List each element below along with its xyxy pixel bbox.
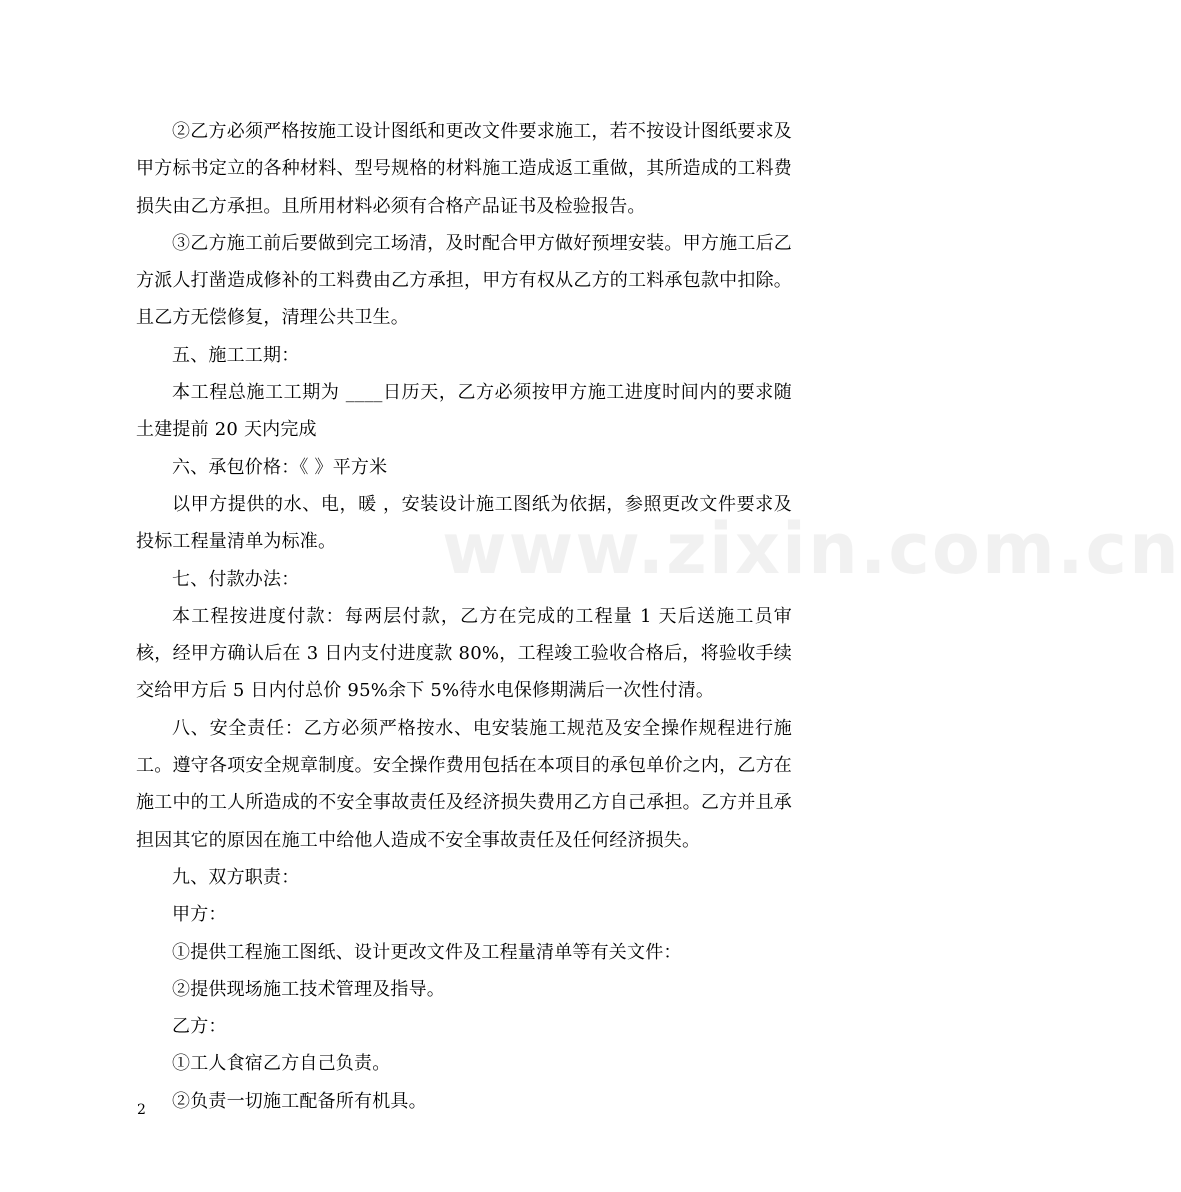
watermark: www.zixin.com.cn	[442, 508, 1181, 590]
paragraph-material-requirements: ②乙方必须严格按施工设计图纸和更改文件要求施工，若不按设计图纸要求及甲方标书定立的各种材料、型号规格的材料施工造成返工重做，其所造成的工料费损失由乙方承担。且所用材料必须有合格产品证书及检验报告。	[136, 121, 792, 217]
heading-contract-price: 六、承包价格：《 》平方米	[172, 456, 388, 478]
heading-construction-period: 五、施工工期：	[172, 344, 300, 366]
paragraph-contract-price: 以甲方提供的水、电，暖 ，安装设计施工图纸为依据，参照更改文件要求及投标工程量清单为标准。	[136, 493, 792, 553]
paragraph-safety-responsibility: 八、安全责任：乙方必须严格按水、电安装施工规范及安全操作规程进行施工。遵守各项安全规章制度。安全操作费用包括在本项目的承包单价之内，乙方在施工中的工人所造成的不安全事故责任及经济损失费用乙方自己承担。乙方并且承担因其它的原因在施工中给他人造成不安全事故责任及任何经济损失。	[136, 717, 792, 851]
document-body	[136, 113, 792, 1120]
paragraph-payment-method: 本工程按进度付款：每两层付款，乙方在完成的工程量 1 天后送施工员审核，经甲方确认后在 3 日内支付进度款 80%，工程竣工验收合格后，将验收手续交给甲方后 5 日内付总价 95%余下 5%待水电保修期满后一次性付清。	[136, 605, 792, 702]
page-number: 2	[137, 1102, 146, 1118]
list-item-party-a-1: ①提供工程施工图纸、设计更改文件及工程量清单等有关文件：	[172, 941, 682, 963]
heading-duties: 九、双方职责：	[172, 866, 300, 888]
heading-payment-method: 七、付款办法：	[172, 568, 300, 590]
label-party-b: 乙方：	[172, 1016, 227, 1038]
paragraph-construction-period: 本工程总施工工期为 ____日历天，乙方必须按甲方施工进度时间内的要求随土建提前 20 天内完成	[136, 382, 792, 441]
list-item-party-a-2: ②提供现场施工技术管理及指导。	[172, 978, 445, 1000]
paragraph-site-cleanup: ③乙方施工前后要做到完工场清，及时配合甲方做好预埋安装。甲方施工后乙方派人打凿造成修补的工料费由乙方承担，甲方有权从乙方的工料承包款中扣除。且乙方无偿修复，清理公共卫生。	[136, 232, 792, 329]
list-item-party-b-1: ①工人食宿乙方自己负责。	[172, 1053, 391, 1075]
list-item-party-b-2: ②负责一切施工配备所有机具。	[172, 1090, 427, 1112]
label-party-a: 甲方：	[172, 904, 227, 926]
